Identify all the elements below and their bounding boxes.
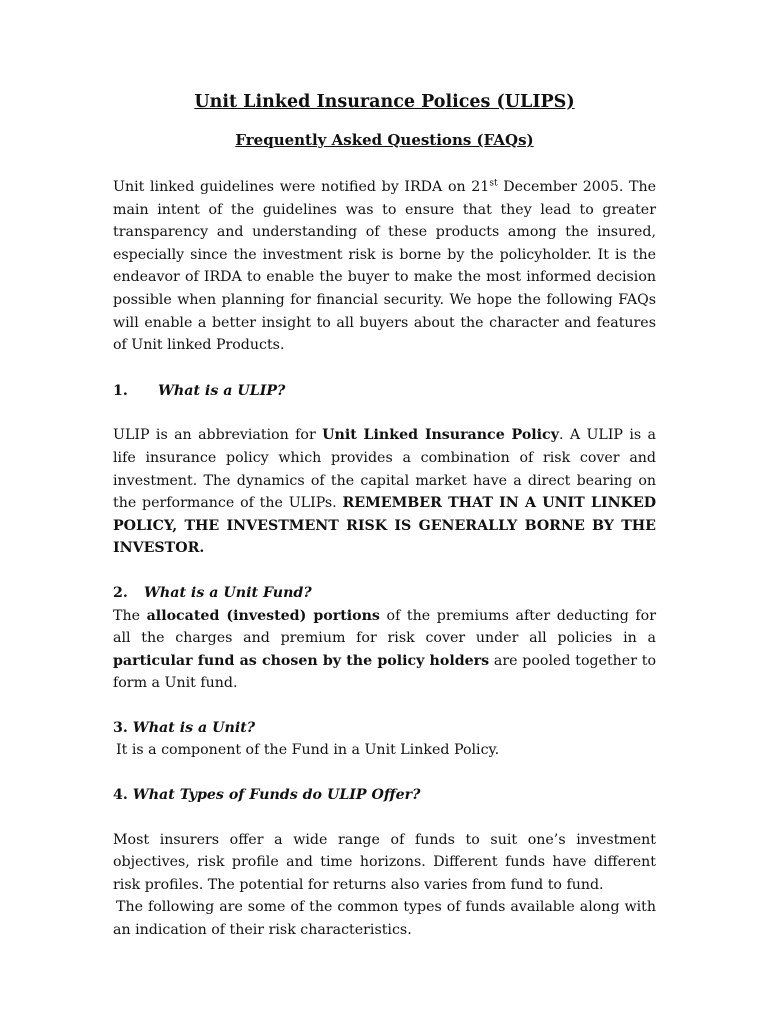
answer-4-paragraph-2: The following are some of the common types of funds available along with an indication of their risk characteristics. xyxy=(113,899,656,939)
answer-2-text-3: are pooled together to form a Unit fund. xyxy=(113,652,656,692)
ordinal-suffix: st xyxy=(489,178,498,189)
question-3-number: 3. xyxy=(113,719,128,736)
answer-1-text-2: . A ULIP is a life insurance policy which provides a combination of risk cover and investment. The dynamics of the capital market have a direct bearing on the performance of the ULIPs. xyxy=(113,427,656,512)
answer-1-warning: REMEMBER THAT IN A UNIT LINKED POLICY, THE INVESTMENT RISK IS GENERALLY BORNE BY THE INVESTOR. xyxy=(113,495,656,557)
answer-1-paragraph xyxy=(113,424,656,560)
intro-text-1: Unit linked guidelines were notified by IRDA on 21 xyxy=(113,179,490,195)
document-subtitle: Frequently Asked Questions (FAQs) xyxy=(235,131,534,149)
answer-4-paragraph-1: Most insurers offer a wide range of funds to suit one’s investment objectives, risk profile and time horizons. Different funds have different risk profiles. The potential for returns also varies from fund to fund. xyxy=(113,831,656,893)
question-3-heading xyxy=(113,717,656,740)
answer-3-paragraph: It is a component of the Fund in a Unit Linked Policy. xyxy=(116,742,500,759)
question-1-text: What is a ULIP? xyxy=(158,382,286,399)
answer-2-bold-2: particular fund as chosen by the policy holders xyxy=(113,652,490,669)
document-title: Unit Linked Insurance Polices (ULIPS) xyxy=(194,92,575,112)
question-1-number: 1. xyxy=(113,382,128,399)
question-2-heading xyxy=(113,582,656,605)
question-3-text: What is a Unit? xyxy=(132,719,256,736)
answer-1-text-1: ULIP is an abbreviation for xyxy=(113,427,323,444)
question-4-text: What Types of Funds do ULIP Offer? xyxy=(132,787,421,804)
question-2-number: 2. xyxy=(113,584,128,601)
answer-1-bold-term: Unit Linked Insurance Policy xyxy=(322,427,559,444)
question-1-heading xyxy=(113,380,656,403)
intro-text-2: December 2005. The main intent of the guidelines was to ensure that they lead to greater transparency and understanding of these products among the insured, especially since the investment risk is borne by the policyholder. It is the endeavor of IRDA to enable the buyer to make the most informed decision possible when planning for financial security. We hope the following FAQs will enable a better insight to all buyers about the character and features of Unit linked Products. xyxy=(113,179,657,354)
answer-2-text-1: The xyxy=(113,607,147,624)
intro-paragraph xyxy=(113,176,656,357)
answer-2-bold-1: allocated (invested) portions xyxy=(146,607,380,624)
question-4-heading xyxy=(113,784,656,807)
answer-2-text-2: of the premiums after deducting for all the charges and premium for risk cover under all policies in a xyxy=(113,607,656,647)
question-4-number: 4. xyxy=(113,787,128,804)
question-2-text: What is a Unit Fund? xyxy=(144,584,312,601)
answer-2-paragraph xyxy=(113,605,656,695)
